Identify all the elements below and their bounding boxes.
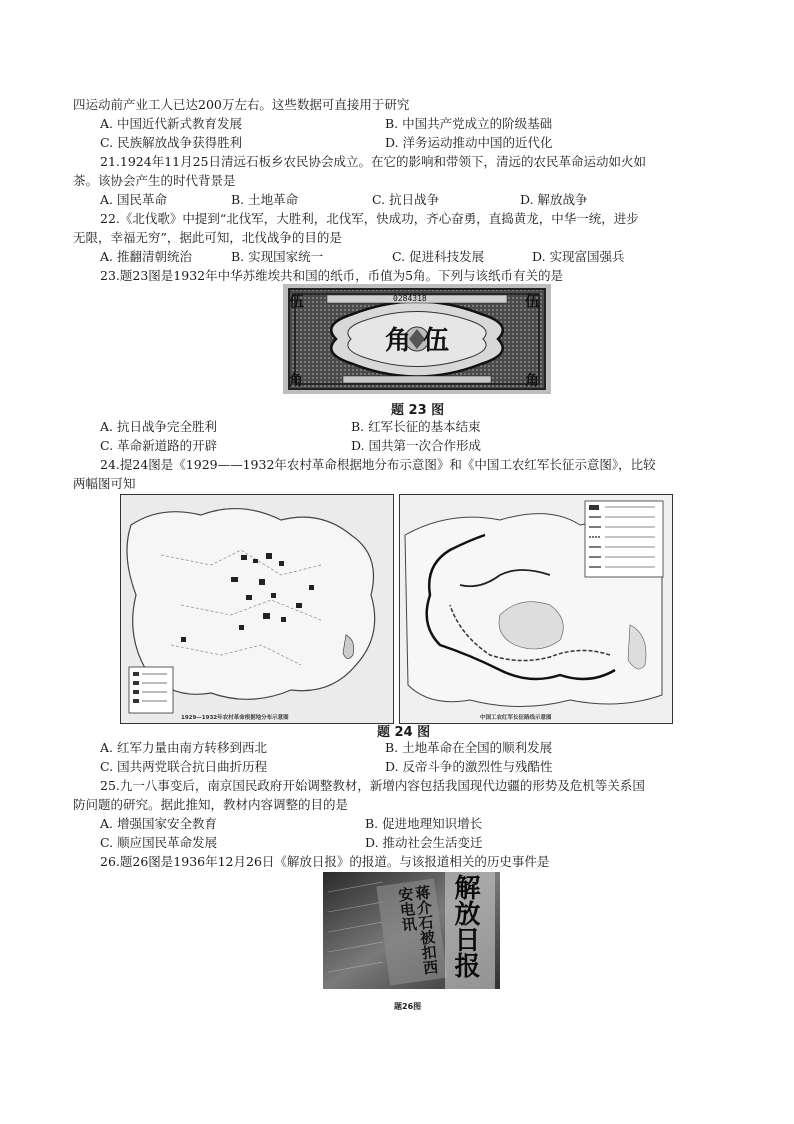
q26-newspaper-masthead: 解放日报 — [450, 874, 480, 978]
q26-stem: 26.题26图是1936年12月26日《解放日报》的报道。与该报道相关的历史事件是 — [100, 854, 550, 869]
q23-banknote-left-char: 角 — [385, 326, 412, 356]
q23-banknote-corner-tl: 伍 — [289, 292, 305, 310]
q23-banknote-corner-tr: 伍 — [525, 292, 541, 310]
q21-option-d: D. 解放战争 — [520, 192, 588, 207]
q20-option-a: A. 中国近代新式教育发展 — [100, 116, 242, 131]
q24-left-map-caption: 1929—1932年农村革命根据地分布示意图 — [181, 715, 289, 721]
q24-figure-caption: 题 24 图 — [377, 725, 431, 740]
q24-option-b: B. 土地革命在全国的顺利发展 — [385, 740, 553, 755]
q25-stem-line1: 25.九一八事变后，南京国民政府开始调整教材，新增内容包括我国现代边疆的形势及危机等关系国 — [100, 778, 645, 793]
q24-stem-line2: 两幅图可知 — [73, 476, 136, 491]
q21-stem-line1: 21.1924年11月25日清远石板乡农民协会成立。在它的影响和带领下，清远的农民革命运动如火如 — [100, 154, 647, 169]
q23-option-b: B. 红军长征的基本结束 — [351, 419, 481, 434]
q22-option-d: D. 实现富国强兵 — [532, 249, 625, 264]
q20-option-b: B. 中国共产党成立的阶级基础 — [385, 116, 553, 131]
q24-stem-line1: 24.提24图是《1929——1932年农村革命根据地分布示意图》和《中国工农红军长征示意图》，比较 — [100, 457, 656, 472]
q24-right-map-caption: 中国工农红军长征路线示意图 — [480, 715, 552, 721]
q22-option-b: B. 实现国家统一 — [231, 249, 324, 264]
q21-option-c: C. 抗日战争 — [372, 192, 440, 207]
q23-option-c: C. 革命新道路的开辟 — [100, 438, 218, 453]
q21-option-a: A. 国民革命 — [100, 192, 167, 207]
q25-option-b: B. 促进地理知识增长 — [365, 816, 483, 831]
q21-option-b: B. 土地革命 — [231, 192, 299, 207]
q22-stem-line1: 22.《北伐歌》中提到“北伐军，大胜利，北伐军，快成功，齐心奋勇，直捣黄龙，中华一统，进步 — [100, 211, 639, 226]
q20-option-c: C. 民族解放战争获得胜利 — [100, 135, 243, 150]
q20-stem-tail: 四运动前产业工人已达200万左右。这些数据可直接用于研究 — [73, 97, 410, 112]
q23-banknote-right-char: 伍 — [423, 326, 450, 356]
q24-option-a: A. 红军力量由南方转移到西北 — [100, 740, 267, 755]
q25-option-c: C. 顺应国民革命发展 — [100, 835, 218, 850]
q23-banknote-corner-bl: 角 — [289, 373, 303, 389]
q26-figure-caption: 题26图 — [394, 1002, 422, 1011]
q26-newspaper-headline: 蒋介石被扣西安电讯 — [395, 884, 440, 976]
q26-newspaper-image — [323, 872, 500, 989]
q20-option-d: D. 洋务运动推动中国的近代化 — [385, 135, 553, 150]
q23-banknote-serial: 0284318 — [393, 294, 427, 303]
q25-stem-line2: 防问题的研究。据此推知，教材内容调整的目的是 — [73, 797, 349, 812]
q24-right-map — [399, 494, 673, 724]
q23-option-d: D. 国共第一次合作形成 — [351, 438, 482, 453]
q23-banknote-image — [283, 284, 551, 394]
q25-option-a: A. 增强国家安全教育 — [100, 816, 217, 831]
q21-stem-line2: 茶。该协会产生的时代背景是 — [73, 173, 236, 188]
q24-option-c: C. 国共两党联合抗日曲折历程 — [100, 759, 268, 774]
q24-option-d: D. 反帝斗争的激烈性与残酷性 — [385, 759, 553, 774]
q23-option-a: A. 抗日战争完全胜利 — [100, 419, 217, 434]
q24-left-map — [120, 494, 394, 724]
q23-banknote-corner-br: 角 — [525, 373, 539, 389]
q23-stem: 23.题23图是1932年中华苏维埃共和国的纸币，币值为5角。下列与该纸币有关的是 — [100, 268, 564, 283]
q23-figure-caption: 题 23 图 — [391, 403, 445, 418]
q22-stem-line2: 无限，幸福无穷”，据此可知，北伐战争的目的是 — [73, 230, 342, 245]
q22-option-c: C. 促进科技发展 — [392, 249, 485, 264]
q25-option-d: D. 推动社会生活变迁 — [365, 835, 483, 850]
q22-option-a: A. 推翻清朝统治 — [100, 249, 192, 264]
